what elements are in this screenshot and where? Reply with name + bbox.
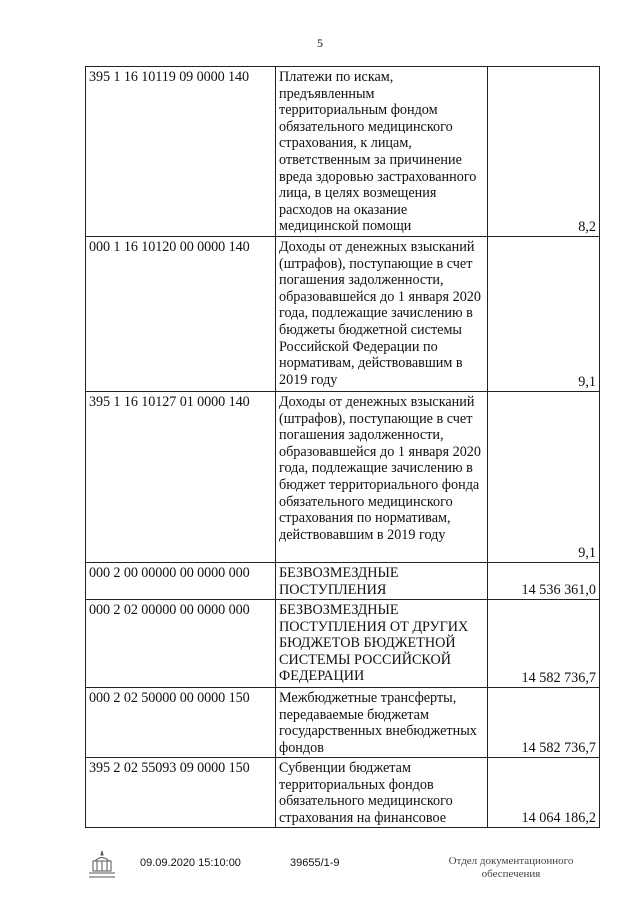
amount: 14 582 736,7 bbox=[488, 688, 600, 758]
budget-code: 000 2 02 00000 00 0000 000 bbox=[86, 600, 276, 688]
revenue-name: Межбюджетные трансферты, передаваемые бюджетам государственных внебюджетных фондов bbox=[276, 688, 488, 758]
table-row bbox=[86, 688, 600, 758]
amount: 9,1 bbox=[488, 237, 600, 392]
amount: 14 536 361,0 bbox=[488, 563, 600, 600]
budget-code: 000 1 16 10120 00 0000 140 bbox=[86, 237, 276, 392]
footer-doc-number: 39655/1-9 bbox=[290, 857, 340, 869]
revenue-name: Доходы от денежных взысканий (штрафов), поступающие в счет погашения задолженности, образовавшейся до 1 января 2020 года, подлежащие зачислению в бюджеты бюджетной системы Российской Федерации по нормативам, действовавшим в 2019 году bbox=[276, 237, 488, 392]
amount: 8,2 bbox=[488, 67, 600, 237]
amount: 9,1 bbox=[488, 392, 600, 563]
budget-code: 395 1 16 10127 01 0000 140 bbox=[86, 392, 276, 563]
table-row bbox=[86, 392, 600, 563]
revenue-name: БЕЗВОЗМЕЗДНЫЕ ПОСТУПЛЕНИЯ bbox=[276, 563, 488, 600]
revenue-name: Субвенции бюджетам территориальных фондов обязательного медицинского страхования на финансовое bbox=[276, 758, 488, 828]
amount: 14 064 186,2 bbox=[488, 758, 600, 828]
footer-timestamp: 09.09.2020 15:10:00 bbox=[140, 857, 241, 869]
footer-department-stamp: Отдел документационного обеспечения bbox=[448, 855, 574, 880]
emblem-icon bbox=[86, 849, 118, 883]
table-row bbox=[86, 237, 600, 392]
revenue-name: Доходы от денежных взысканий (штрафов), поступающие в счет погашения задолженности, образовавшейся до 1 января 2020 года, подлежащие зачислению в бюджет территориального фонда обязательного медицинского страхования по нормативам, действовавшим в 2019 году bbox=[276, 392, 488, 563]
table-row bbox=[86, 600, 600, 688]
budget-code: 395 2 02 55093 09 0000 150 bbox=[86, 758, 276, 828]
budget-code: 395 1 16 10119 09 0000 140 bbox=[86, 67, 276, 237]
budget-table bbox=[85, 66, 600, 828]
page-number: 5 bbox=[317, 36, 323, 50]
budget-code: 000 2 02 50000 00 0000 150 bbox=[86, 688, 276, 758]
table-row bbox=[86, 563, 600, 600]
table-row bbox=[86, 67, 600, 237]
revenue-name: Платежи по искам, предъявленным территориальным фондом обязательного медицинского страхования, к лицам, ответственным за причинение вреда здоровью застрахованного лица, в целях возмещения расходов на оказание медицинской помощи bbox=[276, 67, 488, 237]
amount: 14 582 736,7 bbox=[488, 600, 600, 688]
page-footer bbox=[0, 845, 640, 895]
table-row bbox=[86, 758, 600, 828]
budget-code: 000 2 00 00000 00 0000 000 bbox=[86, 563, 276, 600]
revenue-name: БЕЗВОЗМЕЗДНЫЕ ПОСТУПЛЕНИЯ ОТ ДРУГИХ БЮДЖЕТОВ БЮДЖЕТНОЙ СИСТЕМЫ РОССИЙСКОЙ ФЕДЕРАЦИИ bbox=[276, 600, 488, 688]
